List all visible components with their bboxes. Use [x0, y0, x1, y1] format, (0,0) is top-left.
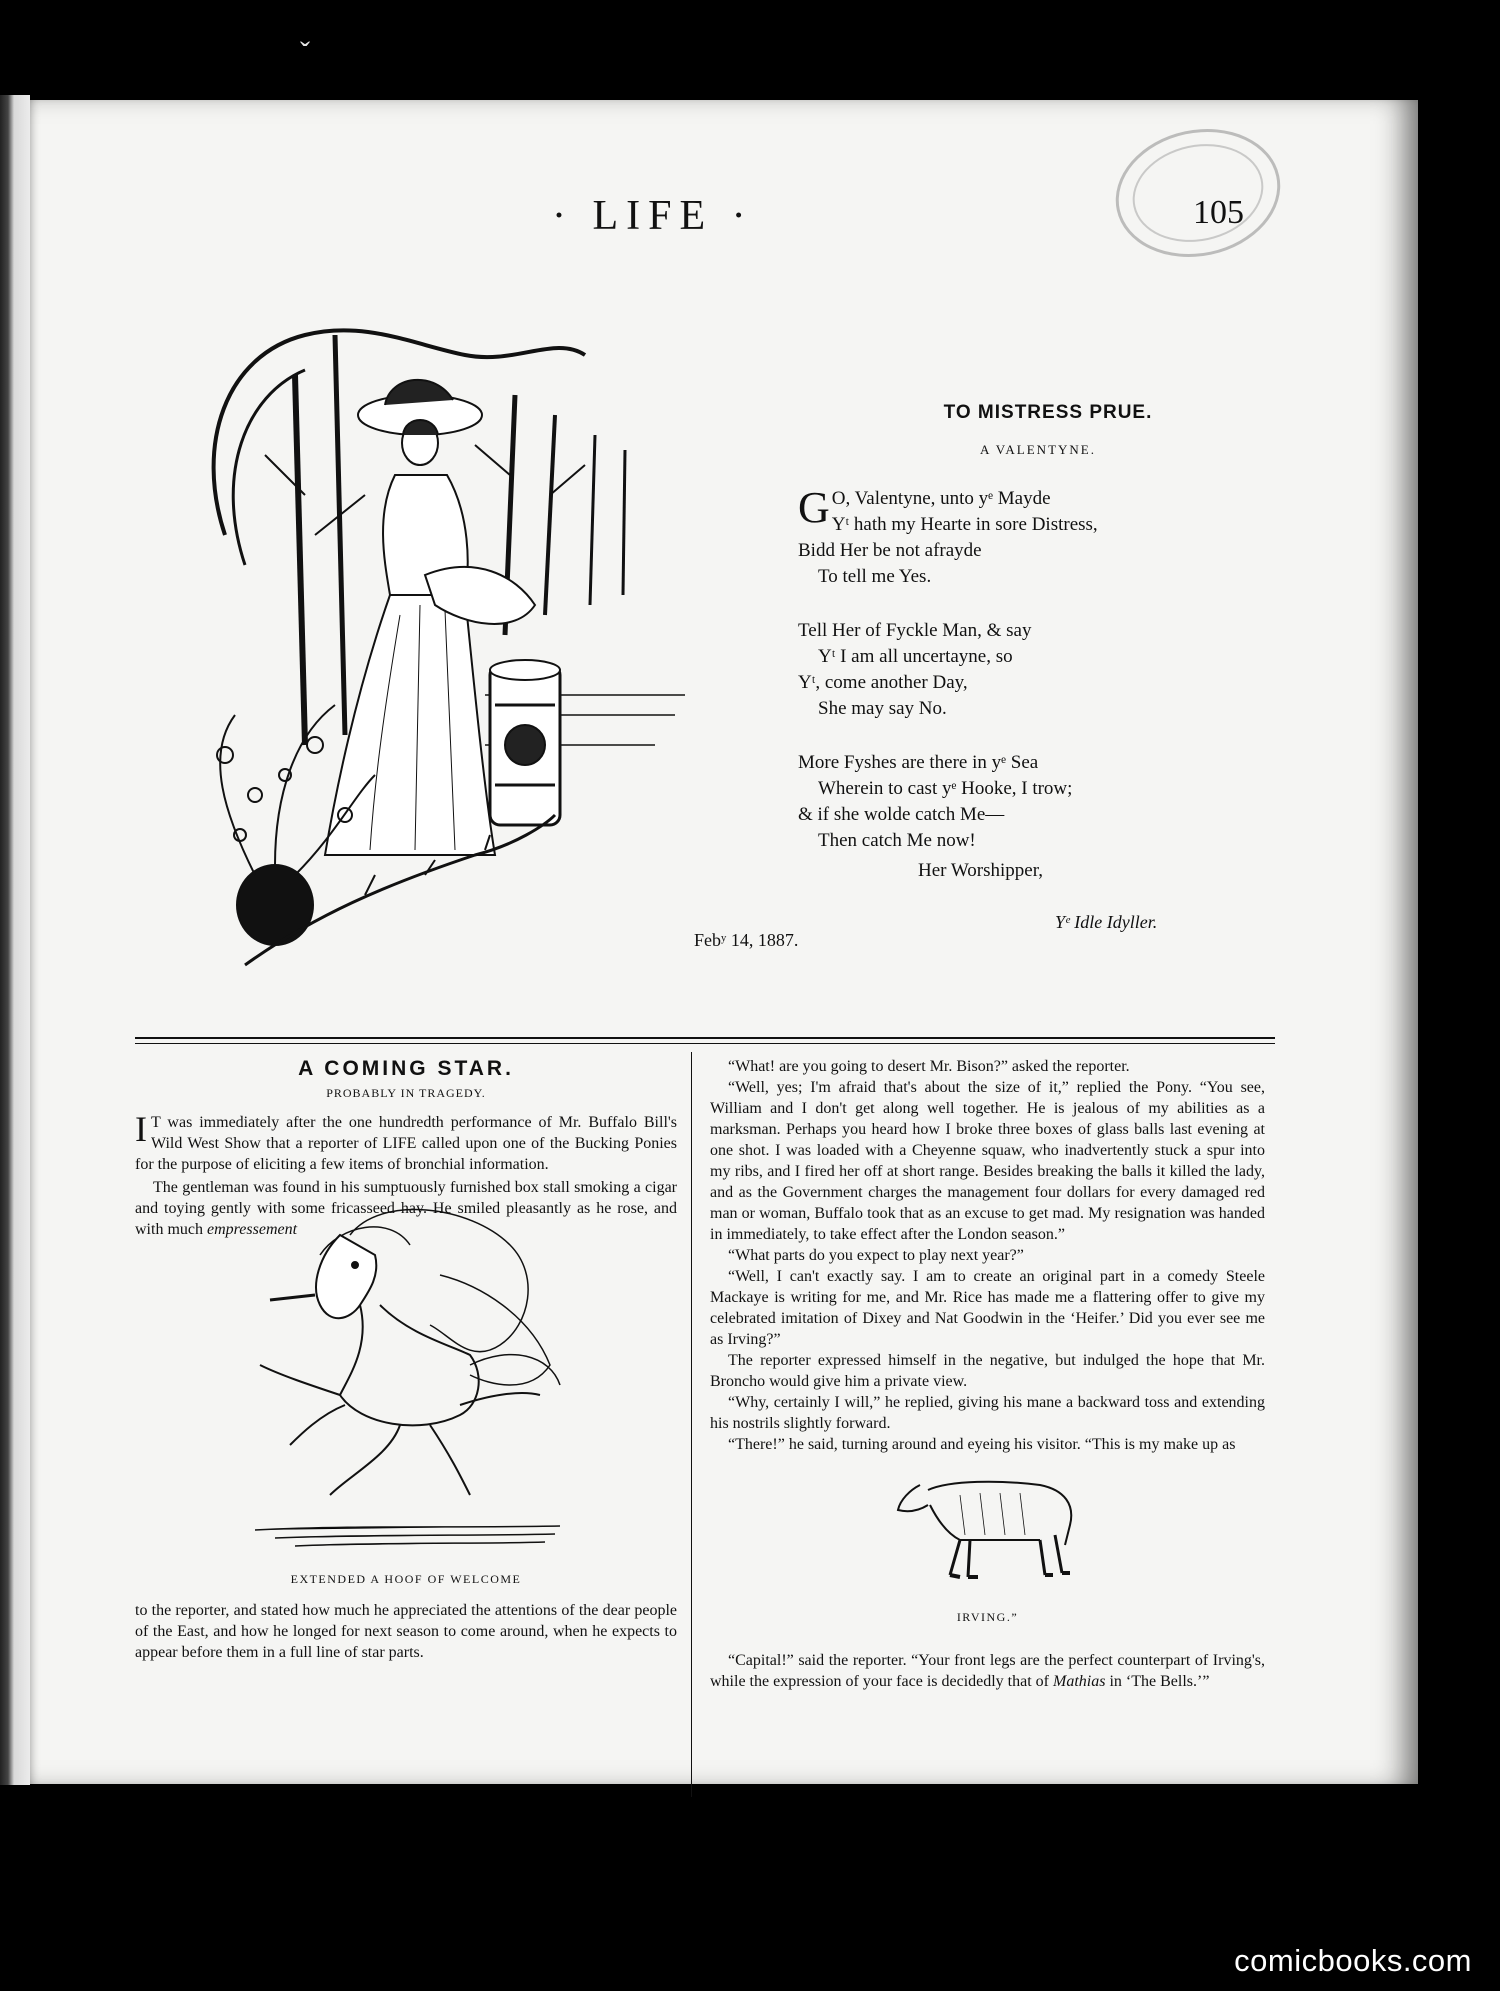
caption-hoof: EXTENDED A HOOF OF WELCOME — [290, 1572, 522, 1586]
poem-line: Wherein to cast yᵉ Hooke, I trow; — [818, 778, 1073, 799]
paragraph-text: The gentleman was found in his sumptuously furnished box stall smoking a cigar and toying gently with some fricasseed hay. He smiled pleasantly as he rose, and with much — [135, 1179, 677, 1238]
column-divider — [691, 1052, 692, 1797]
poem-block — [798, 402, 1258, 882]
poem-subtitle: A VALENTYNE. — [980, 442, 1096, 457]
poem-line: Yᵗ hath my Hearte in sore Distress, — [831, 514, 1098, 535]
poem-line: Yᵗ I am all uncertayne, so — [818, 646, 1013, 667]
poem-signoff: Her Worshipper, — [918, 860, 1044, 881]
poem-stanza-1 — [798, 483, 1258, 590]
ground-lines — [255, 1520, 560, 1560]
article-paragraph: “Well, yes; I'm afraid that's about the size of it,” replied the Pony. “You see, William and I don't get along well together. He is jealous of my abilities as a marksman. Perhaps you heard how I broke three boxes of glass balls last evening at one shot. I was loaded with a Cheyenne squaw, who inadvertently stuck a spur into my ribs, and I fired her off at short range. Besides breaking the balls it killed the lady, and as the Government charges the management four dollars for every damaged red man or woman, Buffalo took that as an excuse to get mad. My resignation was handed in immediately, to take effect after the London season.” — [710, 1079, 1265, 1243]
poem-stanza-3 — [798, 750, 1258, 854]
masthead: · LIFE · — [552, 193, 754, 239]
poem-title: TO MISTRESS PRUE. — [943, 402, 1153, 423]
article-paragraph: to the reporter, and stated how much he appreciated the attentions of the dear people of the East, and how he longed for next season to come around, when he expects to appear before them in a full line of star parts. — [135, 1602, 677, 1661]
poem-dropcap: G — [798, 483, 830, 532]
section-rule-top — [135, 1037, 1275, 1039]
section-rule-bottom — [135, 1043, 1275, 1044]
article-paragraph — [710, 1650, 1265, 1692]
poem-line: Then catch Me now! — [818, 830, 976, 851]
italic-word: empressement — [207, 1221, 298, 1238]
paragraph-text: in ‘The Bells.’” — [1105, 1673, 1210, 1690]
article-title: A COMING STAR. — [298, 1057, 514, 1080]
poem-line: Yᵗ, come another Day, — [798, 672, 968, 693]
paragraph-text: T was immediately after the one hundredth performance of Mr. Buffalo Bill's Wild West Show that a reporter of LIFE called upon one of the Bucking Ponies for the purpose of eliciting a few items of bronchial information. — [135, 1114, 677, 1173]
article-paragraph: “What parts do you expect to play next year?” — [728, 1247, 1024, 1264]
poem-line: She may say No. — [818, 698, 947, 719]
poem-line: Bidd Her be not afrayde — [798, 540, 982, 561]
poem-line: & if she wolde catch Me— — [798, 804, 1005, 825]
article-paragraph: “Well, I can't exactly say. I am to create an original part in a comedy Steele Mackaye is writing for me, and Mr. Rice has made me a flattering offer to give my celebrated imitation of Dixey and Nat Goodwin in the ‘Heifer.’ Did you ever see me as Irving?” — [710, 1268, 1265, 1348]
poem-stanza-2 — [798, 618, 1258, 722]
article-paragraph: The reporter expressed himself in the negative, but indulged the hope that Mr. Broncho would give him a private view. — [710, 1352, 1265, 1390]
article-left-column-continued — [135, 1600, 677, 1663]
article-right-column — [710, 1056, 1265, 1455]
article-paragraph: “What! are you going to desert Mr. Bison?” asked the reporter. — [728, 1058, 1130, 1075]
article-paragraph — [135, 1109, 677, 1175]
poem-line: To tell me Yes. — [818, 566, 932, 587]
lady-illustration — [185, 275, 695, 975]
scan-mark: ˇ — [300, 36, 310, 69]
facing-page-edge — [0, 95, 30, 1785]
caption-irving: IRVING.” — [956, 1610, 1019, 1624]
article-right-column-final — [710, 1650, 1265, 1692]
poem-signature: Yᵉ Idle Idyller. — [1055, 912, 1158, 932]
horse-illustration — [890, 1465, 1090, 1595]
article-subtitle: PROBABLY IN TRAGEDY. — [326, 1086, 486, 1100]
poem-line: More Fyshes are there in yᵉ Sea — [798, 752, 1039, 773]
pony-illustration — [230, 1195, 580, 1525]
magazine-page — [30, 100, 1418, 1784]
page-number: 105 — [1193, 194, 1244, 231]
article-paragraph: “There!” he said, turning around and eyeing his visitor. “This is my make up as — [728, 1436, 1236, 1453]
poem-line: Tell Her of Fyckle Man, & say — [798, 620, 1032, 641]
article-paragraph: “Why, certainly I will,” he replied, giving his mane a backward toss and extending his nostrils slightly forward. — [710, 1394, 1265, 1432]
poem-line: O, Valentyne, unto yᵉ Mayde — [831, 488, 1051, 509]
italic-word: Mathias — [1053, 1673, 1106, 1690]
poem-date: Febʸ 14, 1887. — [694, 930, 799, 950]
article-dropcap: I — [135, 1109, 147, 1149]
paragraph-text: “Capital!” said the reporter. “Your front legs are the perfect counterpart of Irving's, while the expression of your face is decidedly that of — [710, 1652, 1265, 1690]
site-watermark: comicbooks.com — [1234, 1943, 1472, 1978]
